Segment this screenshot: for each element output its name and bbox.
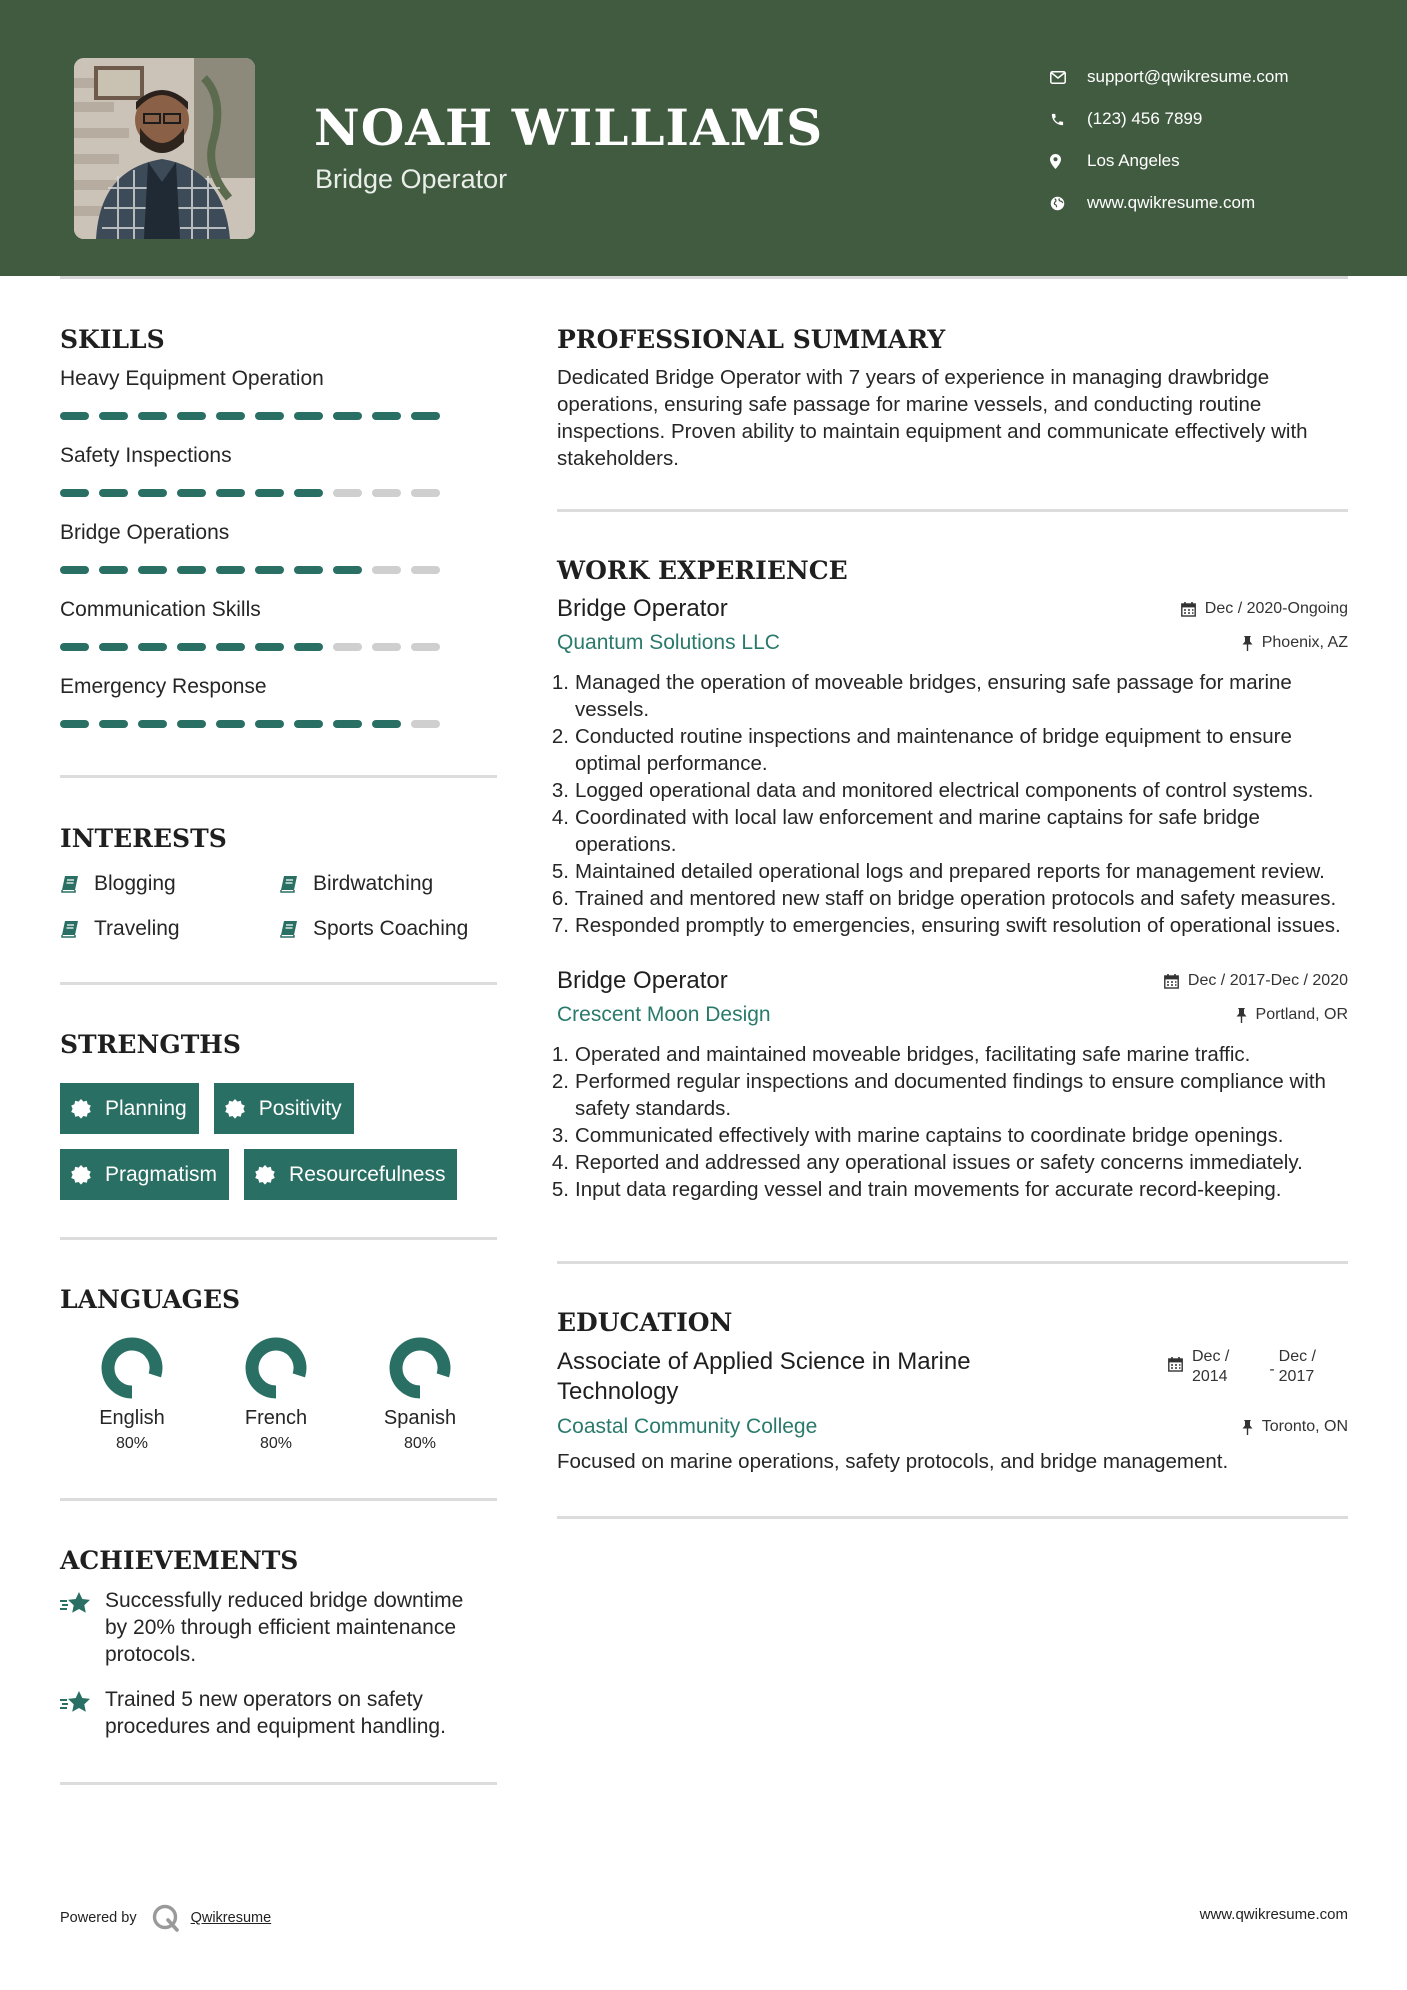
- skill-dot-filled: [99, 489, 128, 497]
- skill-dot-filled: [294, 720, 323, 728]
- duty-item: 2. Performed regular inspections and documented findings to ensure compliance with safety standards.: [557, 1068, 1348, 1122]
- language-name: English: [99, 1407, 165, 1429]
- duty-text: Maintained detailed operational logs and prepared reports for management review.: [575, 860, 1325, 883]
- skill-dot-empty: [333, 643, 362, 651]
- skill-dot-empty: [372, 643, 401, 651]
- interest-item: [60, 916, 279, 942]
- skills-list: [60, 366, 497, 728]
- duty-text: Conducted routine inspections and maintenance of bridge equipment to ensure optimal performance.: [575, 725, 1292, 775]
- skill-dot-filled: [411, 412, 440, 420]
- skill-dot-filled: [177, 720, 206, 728]
- language-item: [60, 1336, 204, 1453]
- achievements-list: [60, 1587, 497, 1740]
- duty-item: 5. Input data regarding vessel and train movements for accurate record-keeping.: [551, 1178, 1282, 1201]
- skill-rating: [60, 489, 497, 497]
- skill-dot-filled: [138, 566, 167, 574]
- contact-location: [1050, 140, 1380, 182]
- contact-email-text: support@qwikresume.com: [1087, 67, 1289, 86]
- summary-title: PROFESSIONAL SUMMARY: [557, 325, 946, 354]
- qwikresume-logo-icon: [151, 1903, 181, 1933]
- skill-rating: [60, 643, 497, 651]
- skill-dot-filled: [372, 720, 401, 728]
- achievement-text: Successfully reduced bridge downtime by 20% through efficient maintenance protocols.: [105, 1589, 464, 1666]
- education-location-text: Toronto, ON: [1261, 1418, 1348, 1435]
- language-percent: 80%: [403, 1435, 437, 1452]
- job-location: [1242, 634, 1348, 652]
- achievement-item: [60, 1587, 497, 1668]
- education-description: Focused on marine operations, safety protocols, and bridge management.: [557, 1450, 1229, 1473]
- skill-dot-filled: [60, 412, 89, 420]
- candidate-name: NOAH WILLIAMS: [314, 98, 824, 157]
- profile-photo: [74, 58, 255, 239]
- skill-dot-filled: [255, 489, 284, 497]
- degree-title: Associate of Applied Science in Marine Technology: [557, 1348, 971, 1405]
- strength-tag: [244, 1149, 457, 1200]
- badge-icon: [255, 1165, 289, 1185]
- skill-dot-filled: [372, 412, 401, 420]
- skill-dot-filled: [99, 412, 128, 420]
- interest-item: [60, 871, 279, 897]
- skill-dot-filled: [294, 643, 323, 651]
- strength-tag: [60, 1083, 199, 1134]
- contact-email[interactable]: [1050, 56, 1380, 98]
- skill-dot-empty: [411, 720, 440, 728]
- book-icon: [279, 919, 313, 939]
- skill-item: [60, 443, 497, 497]
- strength-label: Resourcefulness: [289, 1162, 446, 1186]
- duty-item: 6. Trained and mentored new staff on bridge operation protocols and safety measures.: [551, 887, 1337, 910]
- job-entry: [551, 595, 1348, 939]
- skill-label: Emergency Response: [60, 675, 267, 698]
- skill-dot-filled: [333, 412, 362, 420]
- duty-list: [551, 1041, 1348, 1203]
- education-end: [1279, 1347, 1316, 1387]
- skill-rating: [60, 566, 497, 574]
- duty-text: Trained and mentored new staff on bridge operation protocols and safety measures.: [575, 887, 1337, 910]
- skill-label: Communication Skills: [60, 598, 261, 621]
- duty-text: Communicated effectively with marine captains to coordinate bridge openings.: [575, 1124, 1284, 1147]
- job-dates: [1164, 972, 1348, 990]
- pushpin-icon: [1236, 1008, 1247, 1023]
- duty-item: 4. Coordinated with local law enforcement and marine captains for safe bridge operations.: [557, 804, 1348, 858]
- skill-item: [60, 597, 497, 651]
- skill-dot-filled: [177, 643, 206, 651]
- book-icon: [60, 919, 94, 939]
- strength-label: Planning: [105, 1096, 187, 1120]
- skill-dot-filled: [60, 643, 89, 651]
- skill-dot-filled: [255, 412, 284, 420]
- interest-item: [279, 871, 497, 897]
- job-header: [557, 595, 1348, 623]
- language-gauge-arc: [252, 1344, 300, 1392]
- duty-text: Logged operational data and monitored electrical components of control systems.: [575, 779, 1314, 802]
- language-percent: 80%: [259, 1435, 293, 1452]
- job-title: Bridge Operator: [557, 967, 728, 994]
- company-name: Crescent Moon Design: [557, 1003, 771, 1026]
- duty-item: 4. Reported and addressed any operational issues or safety concerns immediately.: [551, 1151, 1303, 1174]
- duty-item: 2. Conducted routine inspections and maintenance of bridge equipment to ensure optimal performance.: [557, 723, 1348, 777]
- section-divider: [557, 1516, 1348, 1519]
- skill-rating: [60, 412, 497, 420]
- pushpin-icon: [1242, 636, 1253, 651]
- skill-dot-filled: [294, 489, 323, 497]
- calendar-icon: [1168, 1357, 1183, 1372]
- interest-label: Blogging: [94, 872, 176, 895]
- education-dates: [1168, 1347, 1316, 1387]
- skill-dot-filled: [255, 566, 284, 574]
- candidate-role: Bridge Operator: [315, 164, 508, 194]
- skill-dot-filled: [216, 643, 245, 651]
- contact-website[interactable]: [1050, 182, 1380, 224]
- strengths-list: [60, 1083, 497, 1200]
- skill-dot-filled: [255, 720, 284, 728]
- skill-dot-filled: [216, 412, 245, 420]
- duty-item: 1. Operated and maintained moveable bridges, facilitating safe marine traffic.: [551, 1043, 1251, 1066]
- language-percent: 80%: [115, 1435, 149, 1452]
- pushpin-icon: [1242, 1420, 1253, 1435]
- skill-label: Safety Inspections: [60, 444, 232, 467]
- skill-dot-filled: [60, 720, 89, 728]
- globe-icon: [1050, 196, 1087, 211]
- skill-dot-filled: [60, 566, 89, 574]
- skill-dot-filled: [216, 489, 245, 497]
- job-location-text: Portland, OR: [1255, 1006, 1348, 1023]
- language-name: Spanish: [383, 1407, 457, 1429]
- job-title: Bridge Operator: [557, 595, 728, 622]
- skill-dot-filled: [177, 489, 206, 497]
- experience-title: WORK EXPERIENCE: [557, 556, 848, 585]
- skill-dot-filled: [294, 566, 323, 574]
- footer-brand: [60, 1903, 271, 1933]
- job-location-text: Phoenix, AZ: [1261, 634, 1348, 651]
- interest-label: Birdwatching: [313, 872, 434, 895]
- job-dates-text: Dec / 2017-Dec / 2020: [1187, 972, 1348, 989]
- education-entry: [557, 1347, 1348, 1475]
- duty-text: Input data regarding vessel and train movements for accurate record-keeping.: [575, 1178, 1282, 1201]
- interests-title: INTERESTS: [60, 824, 227, 853]
- duty-text: Operated and maintained moveable bridges, facilitating safe marine traffic.: [575, 1043, 1251, 1066]
- job-dates: [1181, 600, 1348, 618]
- education-date-dash: -: [1269, 1361, 1275, 1378]
- skills-title: SKILLS: [60, 325, 165, 354]
- skill-dot-filled: [138, 720, 167, 728]
- language-gauge: [388, 1336, 452, 1400]
- duty-text: Coordinated with local law enforcement and marine captains for safe bridge operations.: [575, 806, 1260, 856]
- summary-text: Dedicated Bridge Operator with 7 years of experience in managing drawbridge operations, ensuring safe passage for marine vessels, and conducting routine inspections. Proven ability to maintain equipment and communicate effectively with stakeholders.: [557, 366, 1308, 470]
- contact-location-text: Los Angeles: [1087, 151, 1180, 170]
- skill-dot-filled: [333, 566, 362, 574]
- skill-item: [60, 366, 497, 420]
- strength-label: Positivity: [258, 1096, 342, 1120]
- strength-tag: [214, 1083, 354, 1134]
- skill-dot-empty: [411, 489, 440, 497]
- language-gauge-arc: [108, 1344, 156, 1392]
- education-title: EDUCATION: [557, 1308, 733, 1337]
- section-divider: [60, 1782, 497, 1785]
- interests-list: [60, 871, 497, 942]
- interest-label: Traveling: [94, 917, 180, 940]
- skill-dot-filled: [216, 566, 245, 574]
- education-location: [1242, 1418, 1348, 1436]
- education-subheader: [557, 1415, 1348, 1439]
- education-end-year: 2017: [1278, 1368, 1315, 1385]
- language-gauge: [100, 1336, 164, 1400]
- skill-label: Heavy Equipment Operation: [60, 367, 324, 390]
- contact-phone[interactable]: [1050, 98, 1380, 140]
- education-start-year: 2014: [1191, 1368, 1228, 1385]
- language-item: [204, 1336, 348, 1453]
- skill-dot-empty: [372, 566, 401, 574]
- book-icon: [279, 874, 313, 894]
- skill-dot-filled: [99, 643, 128, 651]
- skill-dot-empty: [333, 489, 362, 497]
- star-icon: [60, 1587, 105, 1668]
- star-icon: [60, 1686, 105, 1740]
- contact-list: [1050, 56, 1380, 224]
- duty-item: 3. Logged operational data and monitored electrical components of control systems.: [551, 779, 1314, 802]
- achievement-item: [60, 1686, 497, 1740]
- languages-list: [60, 1336, 497, 1453]
- skill-dot-filled: [177, 412, 206, 420]
- strengths-title: STRENGTHS: [60, 1030, 241, 1059]
- language-item: [348, 1336, 492, 1453]
- section-divider: [557, 1261, 1348, 1264]
- resume-header: [0, 0, 1407, 276]
- job-dates-text: Dec / 2020-Ongoing: [1204, 600, 1348, 617]
- duty-text: Responded promptly to emergencies, ensuring swift resolution of operational issues.: [575, 914, 1341, 937]
- achievement-text: Trained 5 new operators on safety procedures and equipment handling.: [105, 1688, 446, 1738]
- skill-dot-filled: [99, 720, 128, 728]
- left-column: [60, 279, 497, 1785]
- skill-item: [60, 674, 497, 728]
- skill-dot-empty: [372, 489, 401, 497]
- job-subheader: [557, 1003, 1348, 1027]
- skill-dot-empty: [411, 566, 440, 574]
- badge-icon: [71, 1165, 105, 1185]
- skill-dot-empty: [411, 643, 440, 651]
- strength-tag: [60, 1149, 229, 1200]
- language-name: French: [244, 1407, 308, 1429]
- education-end-month: Dec /: [1278, 1348, 1316, 1365]
- phone-icon: [1050, 112, 1087, 127]
- duty-item: 7. Responded promptly to emergencies, ensuring swift resolution of operational issues.: [551, 914, 1341, 937]
- right-column: [551, 279, 1348, 1519]
- duty-list: [551, 669, 1348, 939]
- job-subheader: [557, 631, 1348, 655]
- powered-by-text: Powered by: [60, 1910, 137, 1926]
- education-header: [557, 1347, 1348, 1407]
- contact-phone-text: (123) 456 7899: [1087, 109, 1203, 128]
- interest-label: Sports Coaching: [313, 917, 469, 940]
- brand-link[interactable]: Qwikresume: [190, 1910, 272, 1926]
- duty-item: 1. Managed the operation of moveable bridges, ensuring safe passage for marine vessels.: [557, 669, 1348, 723]
- skill-dot-filled: [138, 412, 167, 420]
- skill-dot-filled: [138, 643, 167, 651]
- duty-text: Performed regular inspections and documented findings to ensure compliance with safety standards.: [575, 1070, 1326, 1120]
- skill-dot-filled: [138, 489, 167, 497]
- skill-dot-filled: [177, 566, 206, 574]
- contact-website-text: www.qwikresume.com: [1087, 193, 1256, 212]
- skill-rating: [60, 720, 497, 728]
- duty-item: 5. Maintained detailed operational logs and prepared reports for management review.: [551, 860, 1325, 883]
- skill-dot-filled: [294, 412, 323, 420]
- interest-item: [279, 916, 497, 942]
- map-pin-icon: [1050, 154, 1087, 169]
- skill-item: [60, 520, 497, 574]
- strength-label: Pragmatism: [105, 1162, 218, 1186]
- company-name: Quantum Solutions LLC: [557, 631, 780, 654]
- section-divider: [60, 1237, 497, 1240]
- skill-dot-filled: [255, 643, 284, 651]
- duty-item: 3. Communicated effectively with marine captains to coordinate bridge openings.: [551, 1124, 1284, 1147]
- section-divider: [60, 775, 497, 778]
- achievements-title: ACHIEVEMENTS: [60, 1546, 299, 1575]
- badge-icon: [225, 1099, 259, 1119]
- skill-dot-filled: [333, 720, 362, 728]
- badge-icon: [71, 1099, 105, 1119]
- duty-text: Reported and addressed any operational issues or safety concerns immediately.: [575, 1151, 1303, 1174]
- book-icon: [60, 874, 94, 894]
- education-start-month: Dec /: [1191, 1348, 1230, 1365]
- calendar-icon: [1181, 602, 1196, 617]
- job-location: [1236, 1006, 1348, 1024]
- duty-text: Managed the operation of moveable bridges, ensuring safe passage for marine vessels.: [575, 671, 1292, 721]
- skill-dot-filled: [216, 720, 245, 728]
- school-name: Coastal Community College: [557, 1415, 818, 1438]
- envelope-icon: [1050, 71, 1087, 84]
- language-gauge-arc: [396, 1344, 444, 1392]
- calendar-icon: [1164, 974, 1179, 989]
- skill-dot-filled: [60, 489, 89, 497]
- language-gauge: [244, 1336, 308, 1400]
- job-header: [557, 967, 1348, 995]
- section-divider: [60, 1498, 497, 1501]
- skill-dot-filled: [99, 566, 128, 574]
- section-divider: [557, 509, 1348, 512]
- education-start: [1192, 1347, 1229, 1387]
- section-divider: [60, 982, 497, 985]
- languages-title: LANGUAGES: [60, 1285, 241, 1314]
- job-entry: [551, 967, 1348, 1203]
- skill-label: Bridge Operations: [60, 521, 230, 544]
- footer-website[interactable]: www.qwikresume.com: [1199, 1906, 1348, 1923]
